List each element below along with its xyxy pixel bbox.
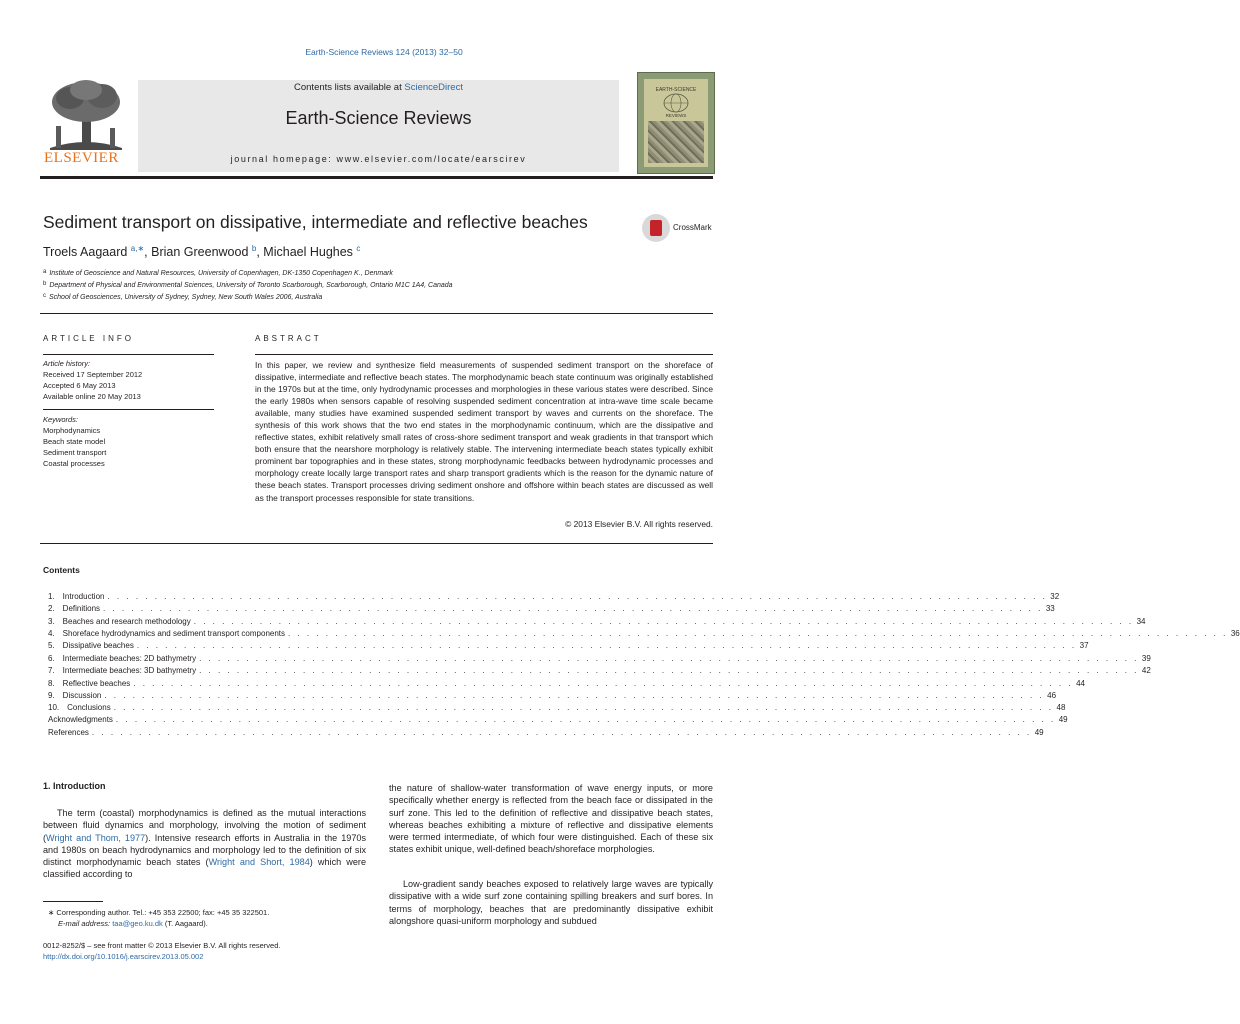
toc-entry[interactable] xyxy=(48,690,1057,702)
sciencedirect-link[interactable]: ScienceDirect xyxy=(404,82,463,93)
toc-leader: . . . . . . . . . . . . . . . . . . . . . . . . . . . . . . . . . . . . . . . . . . . . . . . . . . . . . . . . . . . . . . . . . . . . . . . . . . . . . . . . . . . . . . . . . . . . . . . . . . . . xyxy=(115,715,1056,724)
toc-page: 46 xyxy=(1047,691,1057,700)
toc-number: 1. xyxy=(48,592,55,601)
corresponding-author-note: ∗ Corresponding author. Tel.: +45 353 22500; fax: +45 35 322501. xyxy=(48,908,270,917)
affiliation-key: a xyxy=(43,269,47,275)
history-accepted: Accepted 6 May 2013 xyxy=(43,381,116,390)
section-heading-introduction: 1. Introduction xyxy=(43,781,106,791)
toc-label: Conclusions xyxy=(67,703,111,712)
journal-reference[interactable]: Earth-Science Reviews 124 (2013) 32–50 xyxy=(305,47,463,57)
intro-text: ) which were classified according to xyxy=(43,857,367,880)
toc-leader: . . . . . . . . . . . . . . . . . . . . . . . . . . . . . . . . . . . . . . . . . . . . . . . . . . . . . . . . . . . . . . . . . . . . . . . . . . . . . . . . . . . . . . . . . . . . . . . . . . . . xyxy=(199,654,1139,663)
email-owner: (T. Aagaard). xyxy=(162,919,208,928)
author-name: Troels Aagaard xyxy=(43,245,128,259)
article-info-heading: ARTICLE INFO xyxy=(43,334,134,343)
toc-label: Intermediate beaches: 2D bathymetry xyxy=(62,654,197,663)
crossmark-icon xyxy=(642,214,670,242)
affiliation-text: School of Geosciences, University of Sydney, Sydney, New South Wales 2006, Australia xyxy=(49,294,323,301)
citation-link[interactable]: Wright and Short, 1984 xyxy=(208,857,310,867)
toc-entry[interactable] xyxy=(48,603,1055,615)
issn-line: 0012-8252/$ – see front matter © 2013 Elsevier B.V. All rights reserved. xyxy=(43,941,281,950)
toc-label: Discussion xyxy=(62,691,102,700)
author-affil-marker[interactable]: c xyxy=(356,244,361,253)
toc-number: 3. xyxy=(48,617,55,626)
toc-leader: . . . . . . . . . . . . . . . . . . . . . . . . . . . . . . . . . . . . . . . . . . . . . . . . . . . . . . . . . . . . . . . . . . . . . . . . . . . . . . . . . . . . . . . . . . . . . . . . . . . . xyxy=(136,641,1077,650)
author-name: Michael Hughes xyxy=(263,245,353,259)
toc-leader: . . . . . . . . . . . . . . . . . . . . . . . . . . . . . . . . . . . . . . . . . . . . . . . . . . . . . . . . . . . . . . . . . . . . . . . . . . . . . . . . . . . . . . . . . . . . . . . . . . . . xyxy=(104,691,1045,700)
affiliation-text: Department of Physical and Environmental Sciences, University of Toronto Scarborough, Scarborough, Ontario M1C 1A4, Canada xyxy=(49,282,453,289)
history-received: Received 17 September 2012 xyxy=(43,370,143,379)
intro-text: ). Intensive research efforts in Australia in the 1970s and 1980s on beach hydrodynamics and morphology led to the definition of six distinct morphodynamic beach states ( xyxy=(43,832,366,867)
toc-page: 39 xyxy=(1141,654,1151,663)
toc-entry[interactable] xyxy=(48,714,1068,726)
article-title: Sediment transport on dissipative, intermediate and reflective beaches xyxy=(43,212,588,232)
toc-page: 33 xyxy=(1045,604,1055,613)
article-info-rule xyxy=(43,354,214,355)
toc-number: 9. xyxy=(48,691,55,700)
toc-number: 7. xyxy=(48,666,55,675)
globe-icon xyxy=(662,93,690,113)
toc-leader: . . . . . . . . . . . . . . . . . . . . . . . . . . . . . . . . . . . . . . . . . . . . . . . . . . . . . . . . . . . . . . . . . . . . . . . . . . . . . . . . . . . . . . . . . . . . . . . . . . . . xyxy=(91,728,1032,737)
toc-page: 48 xyxy=(1056,703,1066,712)
header-rule xyxy=(40,176,713,179)
toc-label: Shoreface hydrodynamics and sediment transport components xyxy=(62,629,286,638)
contents-available-text: Contents lists available at xyxy=(294,82,405,93)
toc-number: 5. xyxy=(48,641,55,650)
abstract-text: In this paper, we review and synthesize field measurements of suspended sediment transport on the shoreface of dissipative, intermediate and reflective beach states. The morphodynamic beach state continuum was originally established in the 1970s but at the time, only hydrodynamic processes and morphologies in these various states were described. Since the early 1980s when sensors capable of resolving suspended sediment concentration at intra-wave time scale became available, many studies have examined suspended sediment transport by waves and currents on the shoreface. The synthesis of this work shows that the two end states in the morphodynamic continuum, which are the dissipative and reflective states, exhibit relatively small rates of cross-shore sediment transport and weak gradients in that transport which both ensure that the nearshore morphology is relatively stable. The intervening intermediate beach states typically exhibit prominent bar topographies and in these states, strong morphodynamic feedbacks between hydrodynamic processes and morphology create locally large transport rates and sharp transport gradients which is the reason for the dynamic nature of these beach states. Transport processes driving sediment onshore and offshore within beach states are discussed as well as the transport processes responsible for state transitions. xyxy=(255,360,713,503)
toc-entry[interactable] xyxy=(48,653,1151,665)
footnote-rule xyxy=(43,901,103,902)
cover-title: EARTH-SCIENCE xyxy=(655,87,697,93)
doi-link[interactable]: http://dx.doi.org/10.1016/j.earscirev.2013.05.002 xyxy=(43,952,204,961)
affiliation-key: b xyxy=(43,281,47,287)
author-list: Troels Aagaard $^{a,∗}$, Brian Greenwood $^b$, Michael Hughes $^c$ xyxy=(43,244,361,259)
author-affil-marker[interactable]: b xyxy=(251,244,257,253)
intro-paragraph-2: Low-gradient sandy beaches exposed to relatively large waves are typically dissipative with a wide surf zone containing spilling breakers and surf bores. In terms of morphology, beaches that are predominantly dissipative exhibit alongshore quasi-uniform morphology and subdued xyxy=(389,879,713,926)
toc-page: 36 xyxy=(1230,629,1240,638)
toc-label: Reflective beaches xyxy=(62,679,131,688)
toc-label: Dissipative beaches xyxy=(62,641,134,650)
toc-page: 42 xyxy=(1141,666,1151,675)
toc-entry[interactable] xyxy=(48,665,1151,677)
affiliation-text: Institute of Geoscience and Natural Resources, University of Copenhagen, DK-1350 Copenhagen K., Denmark xyxy=(49,270,393,277)
toc-leader: . . . . . . . . . . . . . . . . . . . . . . . . . . . . . . . . . . . . . . . . . . . . . . . . . . . . . . . . . . . . . . . . . . . . . . . . . . . . . . . . . . . . . . . . . . . . . . . . . . . . xyxy=(103,604,1043,613)
toc-label: Definitions xyxy=(62,604,101,613)
toc-number: 2. xyxy=(48,604,55,613)
contents-available xyxy=(138,82,619,93)
toc-entry[interactable] xyxy=(48,616,1146,628)
toc-entry[interactable] xyxy=(48,640,1089,652)
cover-photo xyxy=(648,121,704,163)
toc-leader: . . . . . . . . . . . . . . . . . . . . . . . . . . . . . . . . . . . . . . . . . . . . . . . . . . . . . . . . . . . . . . . . . . . . . . . . . . . . . . . . . . . . . . . . . . . . . . . . . . . . xyxy=(113,703,1054,712)
keyword: Morphodynamics xyxy=(43,426,101,435)
crossmark-badge[interactable] xyxy=(642,214,716,244)
article-info-rule xyxy=(43,409,214,410)
toc-entry[interactable] xyxy=(48,702,1066,714)
toc-label: Intermediate beaches: 3D bathymetry xyxy=(62,666,197,675)
journal-homepage[interactable]: journal homepage: www.elsevier.com/locate/earscirev xyxy=(230,154,527,164)
keyword: Beach state model xyxy=(43,437,106,446)
email-link[interactable]: taa@geo.ku.dk xyxy=(112,919,163,928)
toc-label: Acknowledgments xyxy=(48,715,113,724)
toc-number: 4. xyxy=(48,629,55,638)
contents-heading: Contents xyxy=(43,565,80,575)
toc-page: 44 xyxy=(1076,679,1085,688)
toc-page: 34 xyxy=(1136,617,1146,626)
toc-page: 37 xyxy=(1079,641,1089,650)
toc-entry[interactable] xyxy=(48,727,1044,739)
intro-paragraph-continued: the nature of shallow-water transformation of wave energy inputs, or more specifically whether energy is reflected from the beach face or dissipated in the surf zone. This led to the definition of reflective and dissipative beach states, whereas beaches exhibiting a mixture of reflective and dissipative elements were termed intermediate, of which four were distinguished. Each of these six states exhibit unique, well-defined beach/shoreface morphologies. xyxy=(389,783,713,855)
affiliation xyxy=(43,281,453,289)
abstract-copyright: © 2013 Elsevier B.V. All rights reserved. xyxy=(565,519,713,529)
intro-paragraph-1 xyxy=(43,807,366,881)
history-online: Available online 20 May 2013 xyxy=(43,392,141,401)
email-note xyxy=(58,919,208,928)
toc-label: Beaches and research methodology xyxy=(62,617,191,626)
keywords-label: Keywords: xyxy=(43,415,79,424)
toc-label: Introduction xyxy=(62,592,105,601)
toc-label: References xyxy=(48,728,89,737)
crossmark-label: CrossMark xyxy=(673,223,712,232)
toc-entry[interactable] xyxy=(48,628,1240,640)
affiliation xyxy=(43,293,322,301)
elsevier-wordmark: ELSEVIER xyxy=(44,150,119,166)
journal-title: Earth-Science Reviews xyxy=(285,108,472,128)
abstract-heading: ABSTRACT xyxy=(255,334,322,343)
toc-leader: . . . . . . . . . . . . . . . . . . . . . . . . . . . . . . . . . . . . . . . . . . . . . . . . . . . . . . . . . . . . . . . . . . . . . . . . . . . . . . . . . . . . . . . . . . . . . . . . . . . . xyxy=(107,592,1048,601)
email-label: E-mail address: xyxy=(58,919,113,928)
toc-leader: . . . . . . . . . . . . . . . . . . . . . . . . . . . . . . . . . . . . . . . . . . . . . . . . . . . . . . . . . . . . . . . . . . . . . . . . . . . . . . . . . . . . . . . . . . . . . . . . . . . . xyxy=(288,629,1228,638)
toc-page: 49 xyxy=(1034,728,1044,737)
abstract-end-rule xyxy=(40,543,713,544)
author-name: Brian Greenwood xyxy=(151,245,249,259)
journal-cover-image xyxy=(637,72,715,174)
intro-text: The term (coastal) morphodynamics is defined as the mutual interactions between fluid dynamics and morphology, involving the motion of sediment ( xyxy=(43,808,366,843)
toc-leader: . . . . . . . . . . . . . . . . . . . . . . . . . . . . . . . . . . . . . . . . . . . . . . . . . . . . . . . . . . . . . . . . . . . . . . . . . . . . . . . . . . . . . . . . . . . . . . . . . . . . xyxy=(133,679,1074,688)
affiliation-key: c xyxy=(43,293,46,299)
abstract-rule xyxy=(255,354,713,355)
toc-number: 10. xyxy=(48,703,60,712)
citation-link[interactable]: Wright and Thom, 1977 xyxy=(46,832,146,843)
keyword: Coastal processes xyxy=(43,459,105,468)
section-rule xyxy=(40,313,713,314)
affiliation xyxy=(43,269,393,277)
keyword: Sediment transport xyxy=(43,448,107,457)
author-affil-marker[interactable]: a,∗ xyxy=(130,244,145,253)
toc-entry[interactable] xyxy=(48,591,1060,603)
toc-entry[interactable] xyxy=(48,678,1085,690)
cover-subtitle: REVIEWS xyxy=(665,113,687,118)
toc-leader: . . . . . . . . . . . . . . . . . . . . . . . . . . . . . . . . . . . . . . . . . . . . . . . . . . . . . . . . . . . . . . . . . . . . . . . . . . . . . . . . . . . . . . . . . . . . . . . . . . . . xyxy=(193,617,1134,626)
toc-page: 49 xyxy=(1058,715,1068,724)
history-label: Article history: xyxy=(43,359,91,368)
toc-number: 6. xyxy=(48,654,55,663)
toc-number: 8. xyxy=(48,679,55,688)
toc-page: 32 xyxy=(1050,592,1060,601)
toc-leader: . . . . . . . . . . . . . . . . . . . . . . . . . . . . . . . . . . . . . . . . . . . . . . . . . . . . . . . . . . . . . . . . . . . . . . . . . . . . . . . . . . . . . . . . . . . . . . . . . . . . xyxy=(199,666,1139,675)
